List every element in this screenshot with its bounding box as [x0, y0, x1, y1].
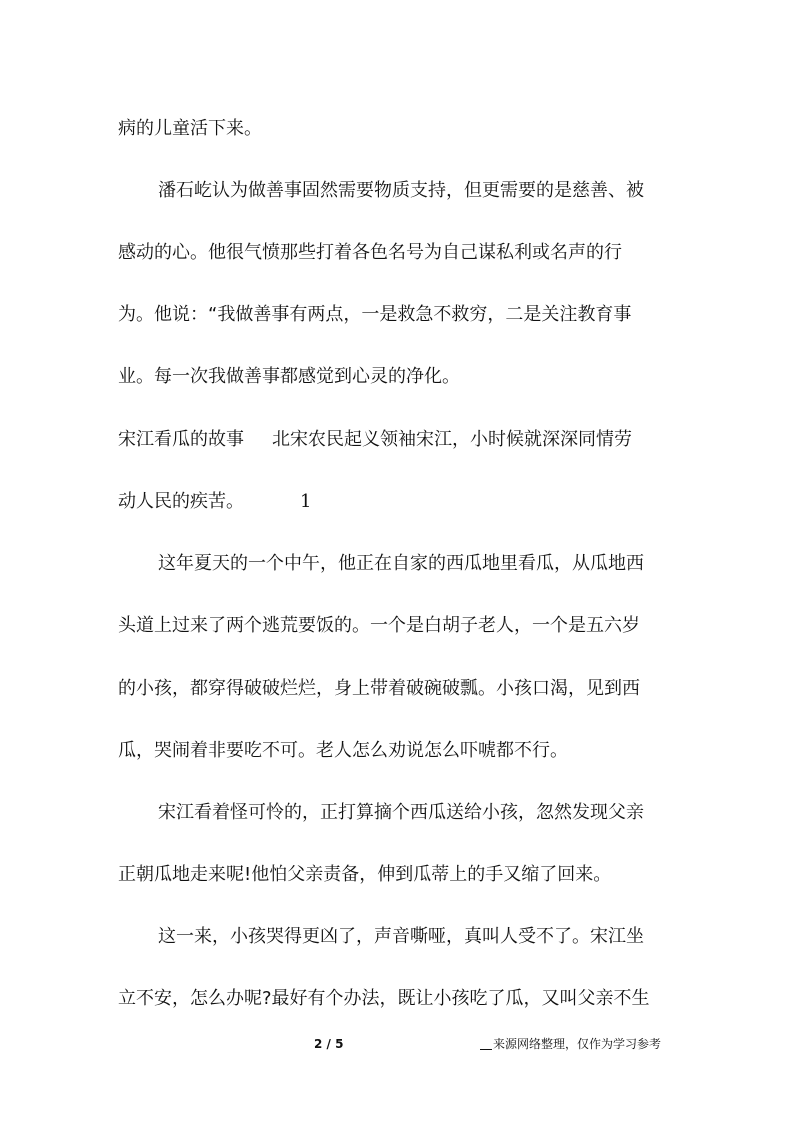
text-line: 这年夏天的一个中午，他正在自家的西瓜地里看瓜，从瓜地西 — [158, 553, 644, 574]
text-line: 头道上过来了两个逃荒要饭的。一个是白胡子老人，一个是五六岁 — [118, 615, 640, 636]
text-line: 立不安，怎么办呢?最好有个办法，既让小孩吃了瓜，又叫父亲不生 — [118, 988, 650, 1009]
text-line: 这一来，小孩哭得更凶了，声音嘶哑，真叫人受不了。宋江坐 — [158, 926, 644, 947]
story-heading-line — [118, 428, 632, 452]
text-line: 为。他说：“我做善事有两点，一是救急不救穷，二是关注教育事 — [118, 304, 632, 325]
text-line: 正朝瓜地走来呢!他怕父亲责备，伸到瓜蒂上的手又缩了回来。 — [118, 864, 612, 885]
text-line: 瓜，哭闹着非要吃不可。老人怎么劝说怎么吓唬都不行。 — [118, 740, 568, 761]
inline-number: 1 — [300, 491, 312, 512]
text-line: 病的儿童活下来。 — [118, 118, 262, 139]
text-line: 的小孩，都穿得破破烂烂，身上带着破碗破瓢。小孩口渴，见到西 — [118, 678, 640, 699]
footer-source-text: 来源网络整理，仅作为学习参考 — [493, 1037, 662, 1051]
text-line: 感动的心。他很气愤那些打着各色名号为自己谋私利或名声的行 — [118, 242, 622, 263]
text-line — [118, 490, 311, 514]
story-title: 宋江看瓜的故事 — [118, 429, 244, 450]
text-segment: 北宋农民起义领袖宋江，小时候就深深同情劳 — [272, 429, 632, 450]
text-line: 业。每一次我做善事都感觉到心灵的净化。 — [118, 366, 460, 387]
page-number: 2 / 5 — [314, 1037, 344, 1051]
footer-source-note — [480, 1037, 661, 1051]
text-line: 潘石屹认为做善事固然需要物质支持，但更需要的是慈善、被 — [158, 180, 644, 201]
text-line: 宋江看着怪可怜的，正打算摘个西瓜送给小孩，忽然发现父亲 — [158, 802, 644, 823]
footer-underline-mark — [480, 1049, 492, 1050]
text-segment: 动人民的疾苦。 — [118, 491, 244, 512]
